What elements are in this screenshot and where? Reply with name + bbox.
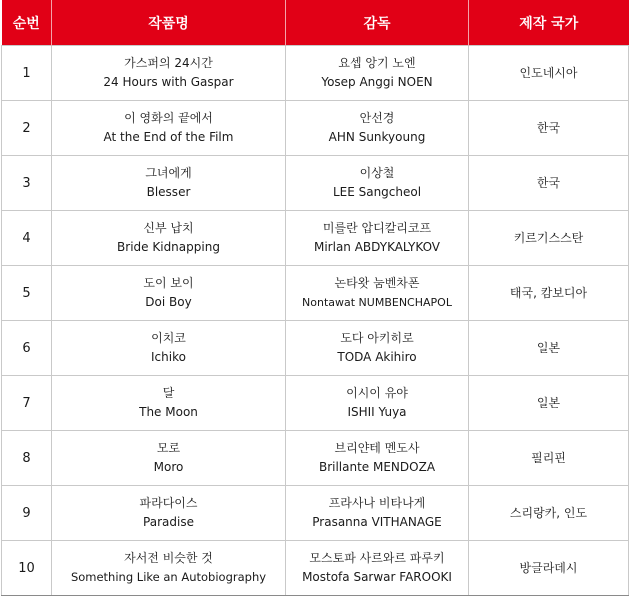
production-country: 방글라데시	[469, 541, 629, 596]
film-title-english: Something Like an Autobiography	[70, 570, 267, 584]
director-cell	[286, 541, 469, 596]
production-country: 한국	[469, 156, 629, 211]
table-row	[2, 266, 629, 321]
director-name-english: TODA Akihiro	[337, 350, 417, 364]
director-name-english: Mostofa Sarwar FAROOKI	[302, 570, 452, 584]
table-row	[2, 376, 629, 431]
film-title-cell	[52, 541, 286, 596]
film-title-cell	[52, 46, 286, 101]
header-director: 감독	[286, 0, 469, 46]
film-title-korean: 모로	[156, 441, 181, 455]
row-number: 2	[2, 101, 52, 156]
film-list-table	[1, 0, 629, 596]
film-title-english: Paradise	[143, 515, 194, 529]
director-cell	[286, 376, 469, 431]
table-header-row	[2, 0, 629, 46]
production-country: 필리핀	[469, 431, 629, 486]
film-title-korean: 이치코	[151, 331, 186, 345]
production-country: 스리랑카, 인도	[469, 486, 629, 541]
director-name-english: AHN Sunkyoung	[328, 130, 426, 144]
row-number: 9	[2, 486, 52, 541]
film-title-korean: 그녀에게	[145, 166, 192, 180]
film-title-english: Blesser	[146, 185, 191, 199]
film-title-korean: 파라다이스	[139, 496, 198, 510]
table-row	[2, 211, 629, 266]
row-number: 10	[2, 541, 52, 596]
film-title-cell	[52, 211, 286, 266]
director-cell	[286, 321, 469, 376]
film-title-korean: 자서전 비슷한 것	[124, 551, 213, 565]
director-cell	[286, 486, 469, 541]
film-title-english: Bride Kidnapping	[117, 240, 220, 254]
director-name-english: Brillante MENDOZA	[318, 460, 436, 474]
film-title-english: Moro	[153, 460, 184, 474]
production-country: 한국	[469, 101, 629, 156]
film-title-english: Doi Boy	[145, 295, 192, 309]
film-title-korean: 이 영화의 끝에서	[124, 111, 213, 125]
row-number: 1	[2, 46, 52, 101]
production-country: 일본	[469, 321, 629, 376]
table-body	[2, 46, 629, 596]
director-name-korean: 모스토파 사르와르 파루키	[309, 551, 445, 565]
film-title-korean: 가스퍼의 24시간	[124, 56, 213, 70]
film-title-english: Ichiko	[151, 350, 186, 364]
director-cell	[286, 431, 469, 486]
director-name-english: Mirlan ABDYKALYKOV	[313, 240, 441, 254]
director-name-english: Prasanna VITHANAGE	[312, 515, 442, 529]
director-name-korean: 안선경	[359, 111, 395, 125]
film-title-cell	[52, 431, 286, 486]
film-title-cell	[52, 376, 286, 431]
table-row	[2, 486, 629, 541]
director-name-korean: 이시이 유야	[346, 386, 408, 400]
table-row	[2, 541, 629, 596]
production-country: 일본	[469, 376, 629, 431]
director-name-english: ISHII Yuya	[347, 405, 407, 419]
film-title-korean: 신부 납치	[143, 221, 194, 235]
director-cell	[286, 266, 469, 321]
row-number: 3	[2, 156, 52, 211]
director-name-korean: 이상철	[359, 166, 395, 180]
production-country: 키르기스스탄	[469, 211, 629, 266]
header-country: 제작 국가	[469, 0, 629, 46]
film-title-korean: 도이 보이	[143, 276, 194, 290]
film-title-cell	[52, 321, 286, 376]
film-title-cell	[52, 486, 286, 541]
row-number: 5	[2, 266, 52, 321]
director-name-english: LEE Sangcheol	[332, 185, 422, 199]
table-row	[2, 431, 629, 486]
table-row	[2, 321, 629, 376]
row-number: 4	[2, 211, 52, 266]
table-row	[2, 156, 629, 211]
director-name-korean: 도다 아키히로	[340, 331, 414, 345]
header-number: 순번	[2, 0, 52, 46]
row-number: 7	[2, 376, 52, 431]
director-name-korean: 미를란 압디칼리코프	[322, 221, 432, 235]
film-title-cell	[52, 266, 286, 321]
table-row	[2, 101, 629, 156]
director-name-english: Nontawat NUMBENCHAPOL	[302, 296, 452, 309]
film-title-english: The Moon	[139, 405, 198, 419]
row-number: 6	[2, 321, 52, 376]
film-title-english: 24 Hours with Gaspar	[103, 75, 234, 89]
header-title: 작품명	[52, 0, 286, 46]
film-title-cell	[52, 156, 286, 211]
row-number: 8	[2, 431, 52, 486]
director-cell	[286, 211, 469, 266]
director-name-korean: 브리얀테 멘도사	[334, 441, 420, 455]
film-title-korean: 달	[162, 386, 175, 400]
director-cell	[286, 101, 469, 156]
director-name-english: Yosep Anggi NOEN	[321, 75, 433, 89]
director-name-korean: 프라사나 비타나게	[328, 496, 426, 510]
director-name-korean: 요셉 앙기 노엔	[338, 56, 416, 70]
director-name-korean: 논타왓 눔벤차폰	[334, 276, 420, 290]
film-title-english: At the End of the Film	[103, 130, 234, 144]
film-title-cell	[52, 101, 286, 156]
production-country: 태국, 캄보디아	[469, 266, 629, 321]
production-country: 인도네시아	[469, 46, 629, 101]
director-cell	[286, 46, 469, 101]
director-cell	[286, 156, 469, 211]
table-row	[2, 46, 629, 101]
